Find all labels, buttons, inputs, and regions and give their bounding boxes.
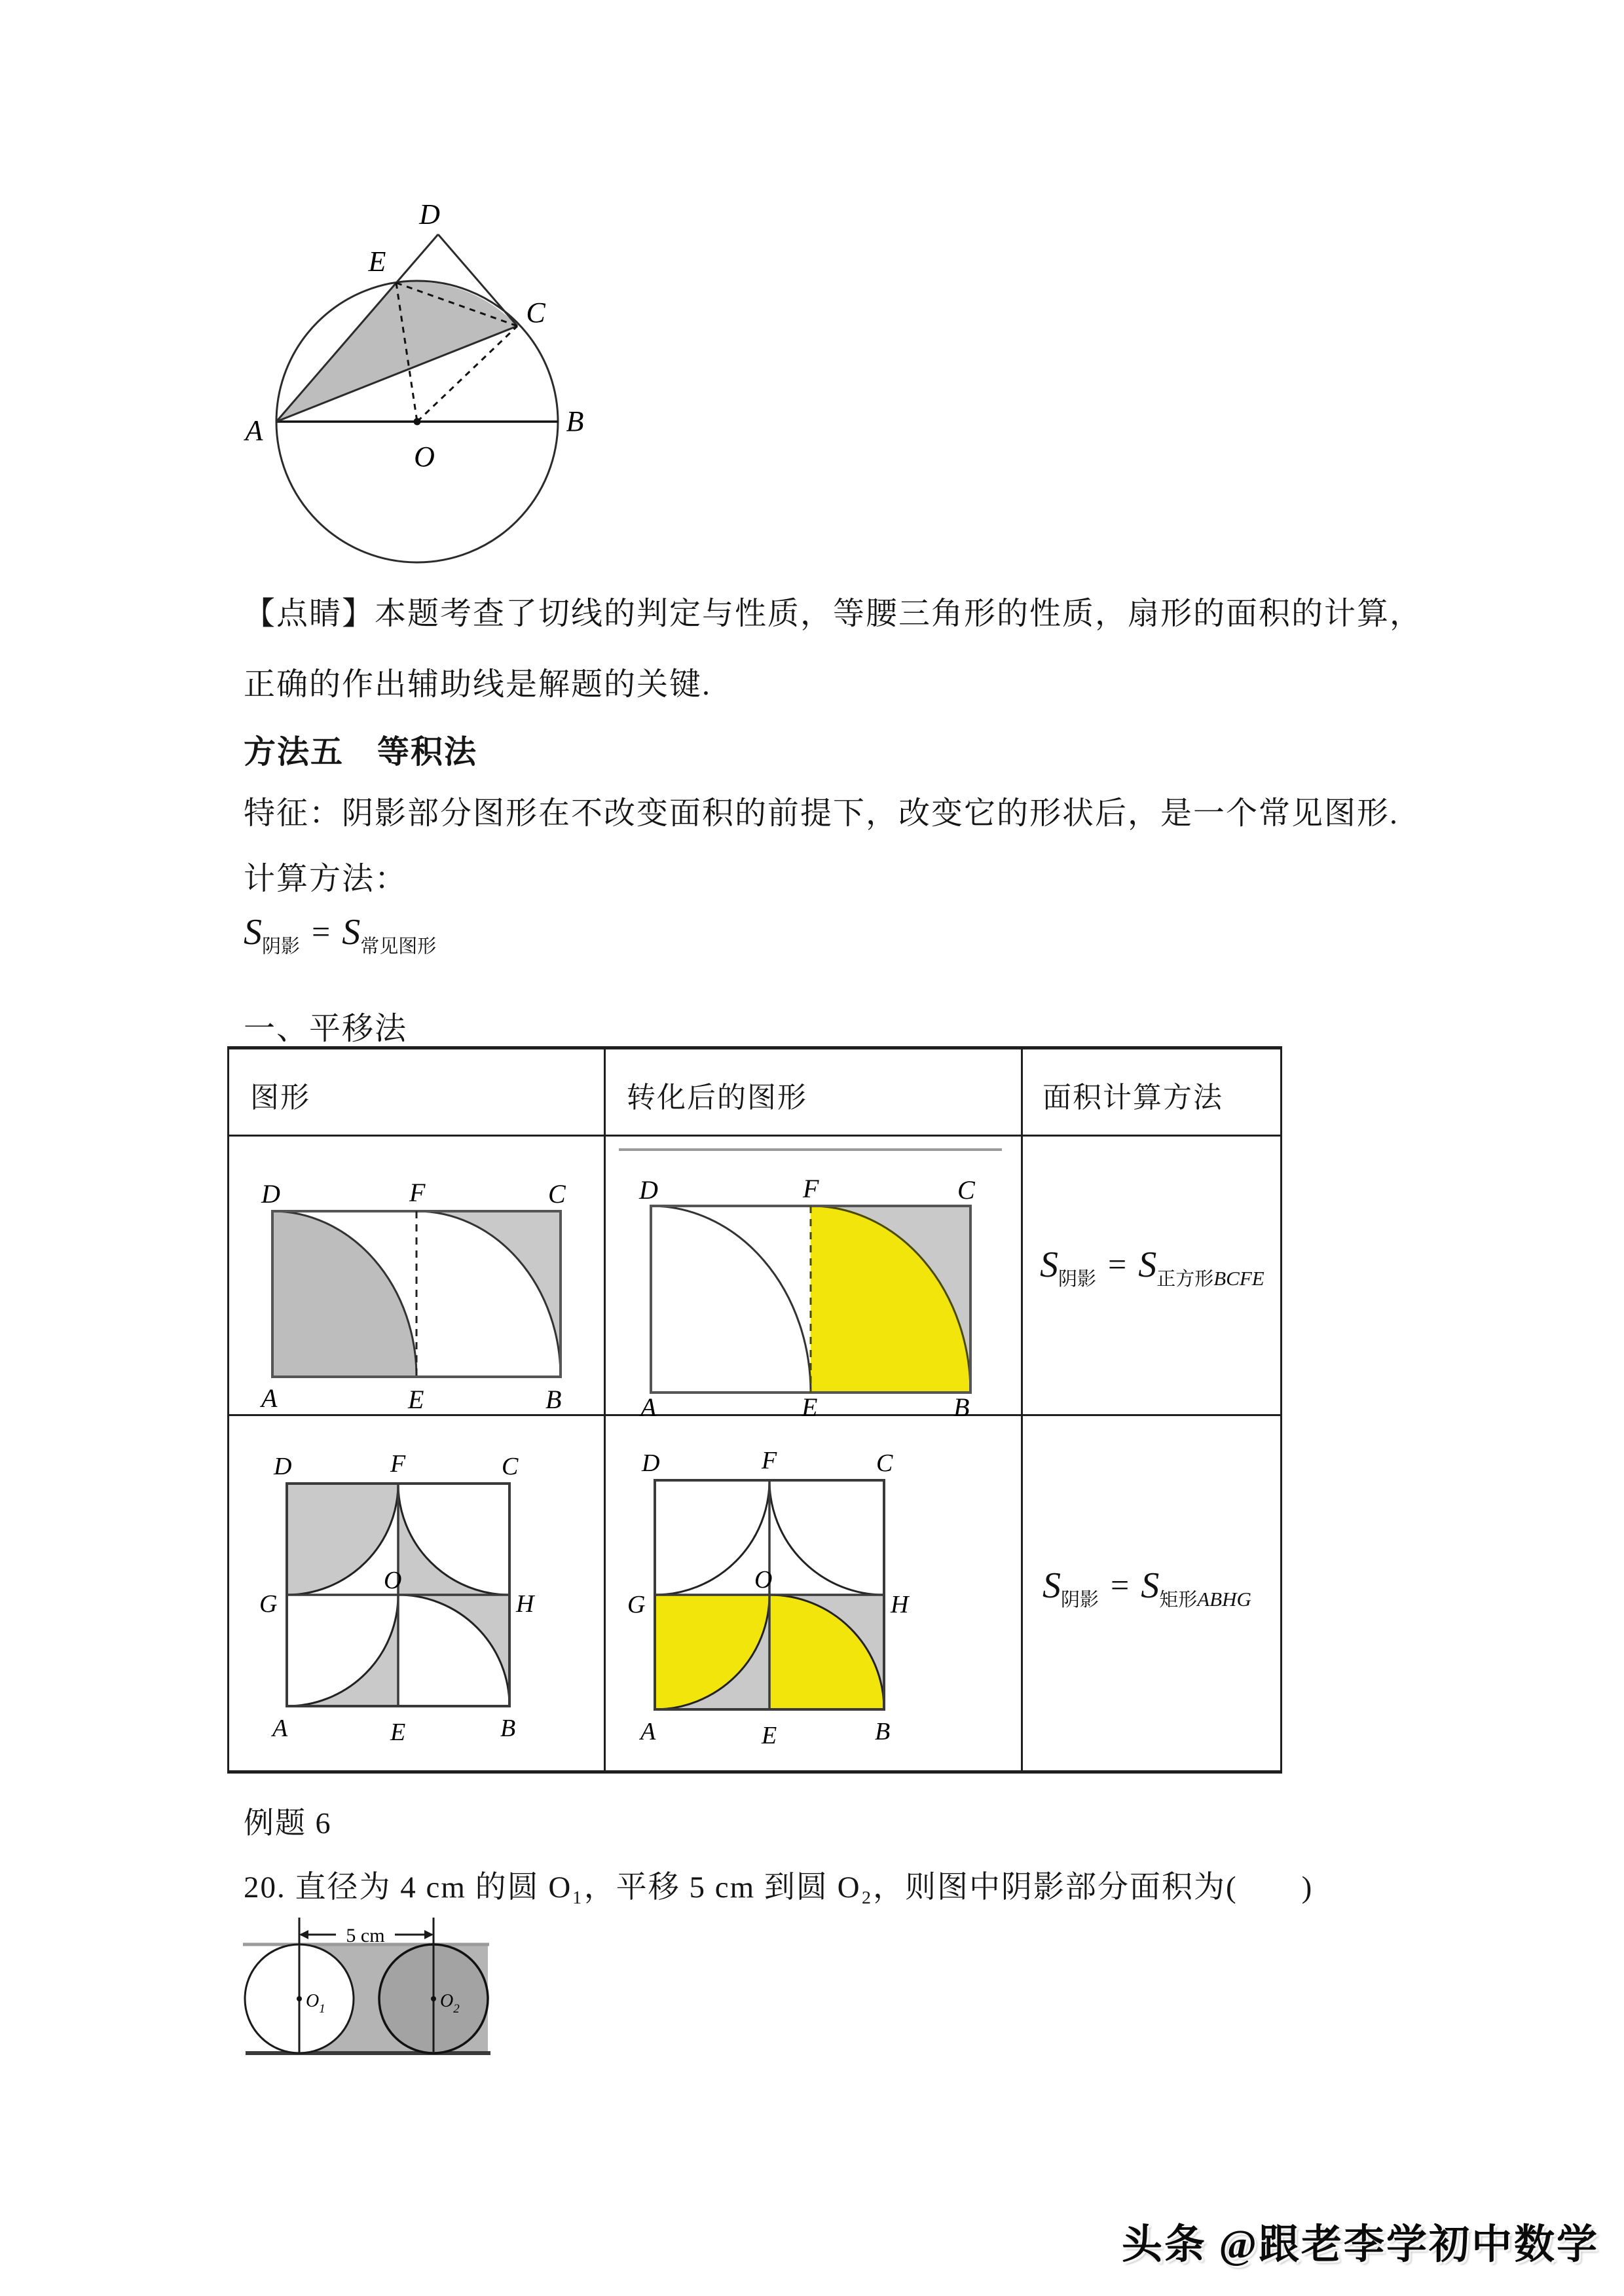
point-label-a: A (272, 1715, 288, 1742)
point-label-d: D (642, 1449, 660, 1477)
figure-row1-original (246, 1175, 593, 1417)
point-label-c: C (876, 1449, 893, 1477)
section-one-heading: 一、平移法 (244, 1011, 408, 1046)
point-label-d: D (261, 1179, 280, 1209)
point-label-e: E (802, 1393, 818, 1417)
example-label: 例题 6 (244, 1806, 332, 1840)
table-line-header-bottom (227, 1135, 1282, 1137)
formula-row2-lhs: S (1043, 1565, 1061, 1606)
shaded-corner-h (398, 1595, 509, 1706)
center-dot-o2 (431, 1996, 436, 2001)
point-label-b: B (545, 1385, 562, 1414)
formula-row1-lhs-sub: 阴影 (1058, 1269, 1097, 1290)
dim-arrow-left (299, 1930, 308, 1939)
formula-main (244, 911, 437, 958)
center-dot (414, 418, 421, 426)
point-label-g: G (259, 1590, 278, 1618)
table-header-transformed: 转化后的图形 (627, 1082, 807, 1114)
formula-row2-rhs: S (1141, 1565, 1160, 1606)
label-o2: $O_2$ (440, 1991, 460, 2016)
table-header-figure: 图形 (250, 1082, 310, 1114)
formula-main-rhs-sub: 常见图形 (360, 936, 437, 958)
point-label-d: D (419, 198, 440, 230)
point-label-o: O (754, 1566, 773, 1594)
formula-main-rhs: S (342, 912, 361, 953)
figure-row2-transformed (622, 1437, 917, 1768)
formula-row1-lhs: S (1040, 1245, 1058, 1285)
point-label-c: C (548, 1179, 566, 1209)
center-dot-o1 (297, 1996, 302, 2001)
point-label-d: D (639, 1175, 658, 1205)
question-20: 20. 直径为 4 cm 的圆 O₁，平移 5 cm 到圆 O₂，则图中阴影部分面积为( ) (244, 1870, 1314, 1904)
formula-row2-rhs-sub-letters: ABHG (1197, 1588, 1251, 1611)
formula-row1-rhs: S (1138, 1245, 1157, 1285)
arc-f-h (769, 1480, 884, 1595)
dim-arrow-right (424, 1930, 434, 1939)
point-label-e: E (368, 246, 386, 278)
formula-main-lhs: S (244, 912, 262, 953)
table-border-bottom (227, 1770, 1282, 1774)
point-label-f: F (803, 1175, 819, 1203)
shaded-disk-d (287, 1484, 398, 1595)
shaded-quarter-disk (272, 1211, 416, 1377)
point-label-b: B (875, 1718, 891, 1745)
shaded-corner-c (416, 1211, 561, 1377)
point-label-b: B (953, 1393, 970, 1417)
point-label-a: A (640, 1393, 657, 1417)
point-label-h: H (516, 1590, 534, 1618)
table-divider-2 (1021, 1046, 1023, 1774)
shaded-corner-e (287, 1595, 398, 1706)
arc-g-f (655, 1480, 769, 1595)
point-label-a: A (245, 414, 263, 446)
point-label-d: D (274, 1453, 292, 1480)
label-o1: $O_1$ (306, 1991, 325, 2016)
formula-row1 (1040, 1244, 1264, 1290)
formula-row2 (1043, 1565, 1251, 1611)
point-label-c: C (502, 1453, 519, 1480)
feature-line: 特征：阴影部分图形在不改变面积的前提下，改变它的形状后，是一个常见图形. (244, 796, 1399, 831)
formula-main-lhs-sub: 阴影 (262, 936, 301, 958)
point-label-e: E (762, 1722, 777, 1749)
table-divider-1 (604, 1046, 606, 1774)
shaded-region (276, 282, 517, 422)
formula-row1-eq: = (1108, 1246, 1127, 1283)
formula-row2-rhs-sub: 矩形 (1159, 1590, 1198, 1611)
point-label-f: F (409, 1178, 426, 1207)
figure-row1-transformed (622, 1175, 989, 1417)
dimension-label: 5 cm (346, 1925, 385, 1946)
watermark-banner: 头条 @跟老李学初中数学 (1121, 2223, 1599, 2267)
table-header-area-method: 面积计算方法 (1043, 1082, 1223, 1114)
point-label-c: C (526, 297, 545, 329)
figure-row2-original (255, 1440, 544, 1768)
point-label-o: O (414, 441, 435, 473)
point-label-e: E (408, 1385, 424, 1414)
image-top-rule (619, 1148, 1002, 1151)
point-label-f: F (390, 1450, 406, 1478)
arc-d-e (651, 1206, 811, 1393)
figure-translated-circles (232, 1908, 494, 2079)
point-label-e: E (390, 1719, 406, 1746)
point-label-f: F (762, 1447, 777, 1474)
point-label-o: O (384, 1567, 402, 1594)
shaded-corner-o (398, 1484, 509, 1595)
table-border-right (1280, 1046, 1282, 1774)
table-border-left (227, 1046, 229, 1774)
formula-row1-rhs-sub-letters: BCFE (1213, 1267, 1264, 1290)
method-heading: 方法五 等积法 (244, 734, 478, 770)
formula-row2-eq: = (1111, 1567, 1130, 1603)
note-line-1: 【点睛】本题考查了切线的判定与性质，等腰三角形的性质，扇形的面积的计算， (244, 596, 1423, 631)
point-label-b: B (500, 1715, 516, 1742)
formula-row1-rhs-sub: 正方形 (1156, 1269, 1214, 1290)
point-label-a: A (640, 1718, 656, 1745)
formula-main-eq: = (312, 913, 331, 950)
point-label-c: C (957, 1175, 975, 1205)
figure-circle-tangent (229, 183, 596, 576)
formula-row2-lhs-sub: 阴影 (1061, 1590, 1099, 1611)
point-label-h: H (891, 1591, 909, 1618)
calc-method-label: 计算方法： (244, 862, 408, 896)
point-label-b: B (566, 405, 584, 437)
table-border-top (227, 1046, 1282, 1049)
point-label-g: G (627, 1591, 646, 1618)
note-line-2: 正确的作出辅助线是解题的关键. (244, 667, 712, 702)
point-label-a: A (261, 1383, 278, 1413)
